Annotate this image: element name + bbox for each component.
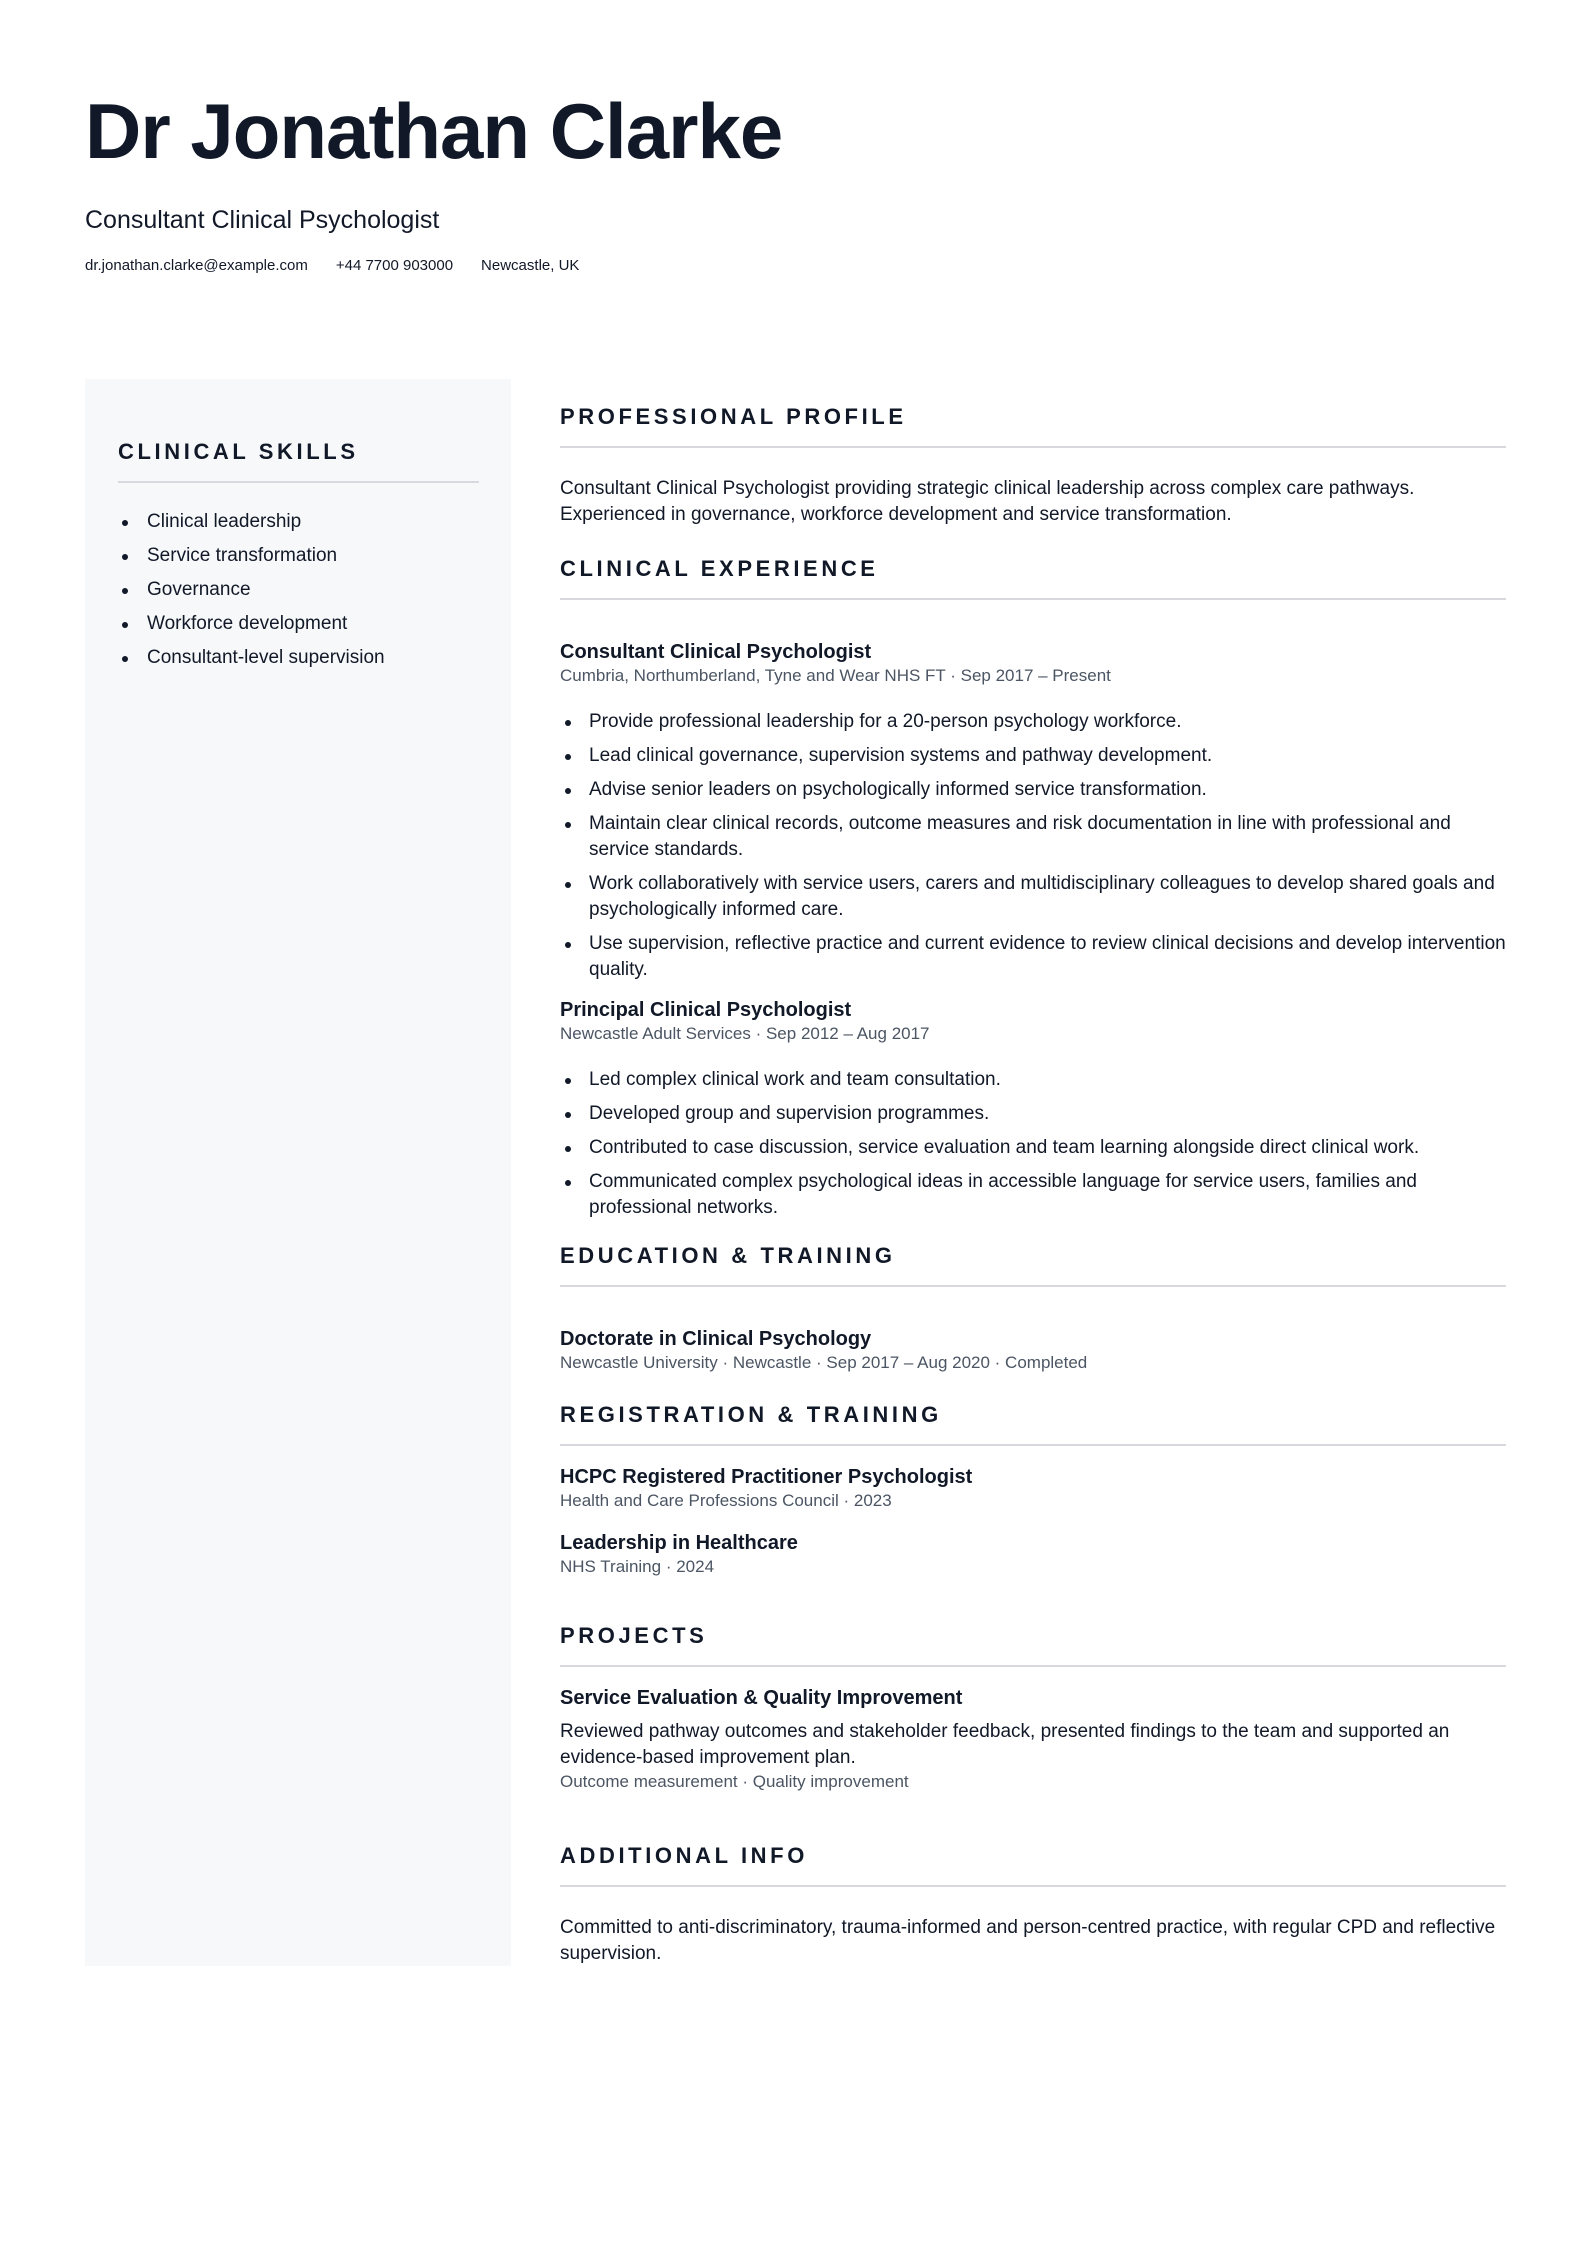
contact-line — [85, 257, 782, 274]
education-meta: Newcastle University · Newcastle · Sep 2017 – Aug 2020 · Completed — [560, 1353, 1088, 1372]
contact-location: Newcastle, UK — [481, 257, 580, 274]
job-entry — [560, 639, 1506, 983]
project-title: Service Evaluation & Quality Improvement — [560, 1687, 963, 1709]
experience-section — [560, 556, 1506, 1221]
job-bullet: Contributed to case discussion, service evaluation and team learning alongside direct clinical work. — [560, 1135, 1506, 1161]
registration-entry — [560, 1464, 1506, 1512]
project-description: Reviewed pathway outcomes and stakeholder feedback, presented findings to the team and supported an evidence-based improvement plan. — [560, 1721, 1450, 1768]
profile-text: Consultant Clinical Psychologist providing strategic clinical leadership across complex care pathways. Experienced in governance, workforce development and service transformation. — [560, 478, 1415, 525]
registration-title: HCPC Registered Practitioner Psychologist — [560, 1466, 973, 1488]
profile-section — [560, 404, 1506, 528]
job-bullet: Provide professional leadership for a 20-person psychology workforce. — [560, 709, 1506, 735]
job-title: Principal Clinical Psychologist — [560, 999, 852, 1021]
job-title: Consultant Clinical Psychologist — [560, 641, 872, 663]
main-column — [560, 404, 1506, 1967]
additional-text: Committed to anti-discriminatory, trauma-informed and person-centred practice, with regular CPD and reflective supervision. — [560, 1917, 1496, 1964]
registration-heading: REGISTRATION & TRAINING — [560, 1402, 1506, 1446]
candidate-title: Consultant Clinical Psychologist — [85, 206, 440, 234]
sidebar — [85, 379, 511, 1966]
candidate-name: Dr Jonathan Clarke — [85, 87, 783, 175]
education-heading: EDUCATION & TRAINING — [560, 1243, 1506, 1287]
registration-meta: NHS Training · 2024 — [560, 1557, 715, 1576]
education-section — [560, 1243, 1506, 1374]
job-bullet: Led complex clinical work and team consultation. — [560, 1067, 1506, 1093]
job-bullet: Developed group and supervision programmes. — [560, 1101, 1506, 1127]
registration-meta: Health and Care Professions Council · 2023 — [560, 1491, 892, 1510]
registration-section — [560, 1402, 1506, 1578]
skill-item: Workforce development — [118, 607, 479, 641]
job-entry — [560, 997, 1506, 1221]
job-bullet: Lead clinical governance, supervision systems and pathway development. — [560, 743, 1506, 769]
registration-entry — [560, 1530, 1506, 1578]
job-bullets — [560, 1067, 1506, 1221]
job-bullets — [560, 709, 1506, 983]
registration-title: Leadership in Healthcare — [560, 1532, 798, 1554]
job-bullet: Work collaboratively with service users, carers and multidisciplinary colleagues to develop shared goals and psychologically informed care. — [560, 871, 1506, 923]
contact-phone: +44 7700 903000 — [335, 257, 454, 274]
education-entry — [560, 1326, 1506, 1374]
skills-list — [118, 505, 479, 675]
project-entry — [560, 1685, 1506, 1793]
job-bullet: Maintain clear clinical records, outcome measures and risk documentation in line with professional and service standards. — [560, 811, 1506, 863]
job-bullet: Use supervision, reflective practice and current evidence to review clinical decisions and develop intervention quality. — [560, 931, 1506, 983]
job-bullet: Advise senior leaders on psychologically informed service transformation. — [560, 777, 1506, 803]
skill-item: Governance — [118, 573, 479, 607]
projects-section — [560, 1623, 1506, 1793]
resume-header — [85, 87, 783, 274]
projects-heading: PROJECTS — [560, 1623, 1506, 1667]
additional-section — [560, 1843, 1506, 1967]
job-meta: Newcastle Adult Services · Sep 2012 – Aug 2017 — [560, 1024, 930, 1043]
project-tags: Outcome measurement · Quality improvement — [560, 1772, 909, 1791]
skill-item: Consultant-level supervision — [118, 641, 479, 675]
skill-item: Service transformation — [118, 539, 479, 573]
additional-heading: ADDITIONAL INFO — [560, 1843, 1506, 1887]
profile-heading: PROFESSIONAL PROFILE — [560, 404, 1506, 448]
skills-heading: CLINICAL SKILLS — [118, 439, 479, 483]
skill-item: Clinical leadership — [118, 505, 479, 539]
job-meta: Cumbria, Northumberland, Tyne and Wear NHS FT · Sep 2017 – Present — [560, 666, 1111, 685]
experience-heading: CLINICAL EXPERIENCE — [560, 556, 1506, 600]
education-title: Doctorate in Clinical Psychology — [560, 1328, 872, 1350]
contact-email: dr.jonathan.clarke@example.com — [85, 257, 308, 274]
job-bullet: Communicated complex psychological ideas in accessible language for service users, families and professional networks. — [560, 1169, 1506, 1221]
